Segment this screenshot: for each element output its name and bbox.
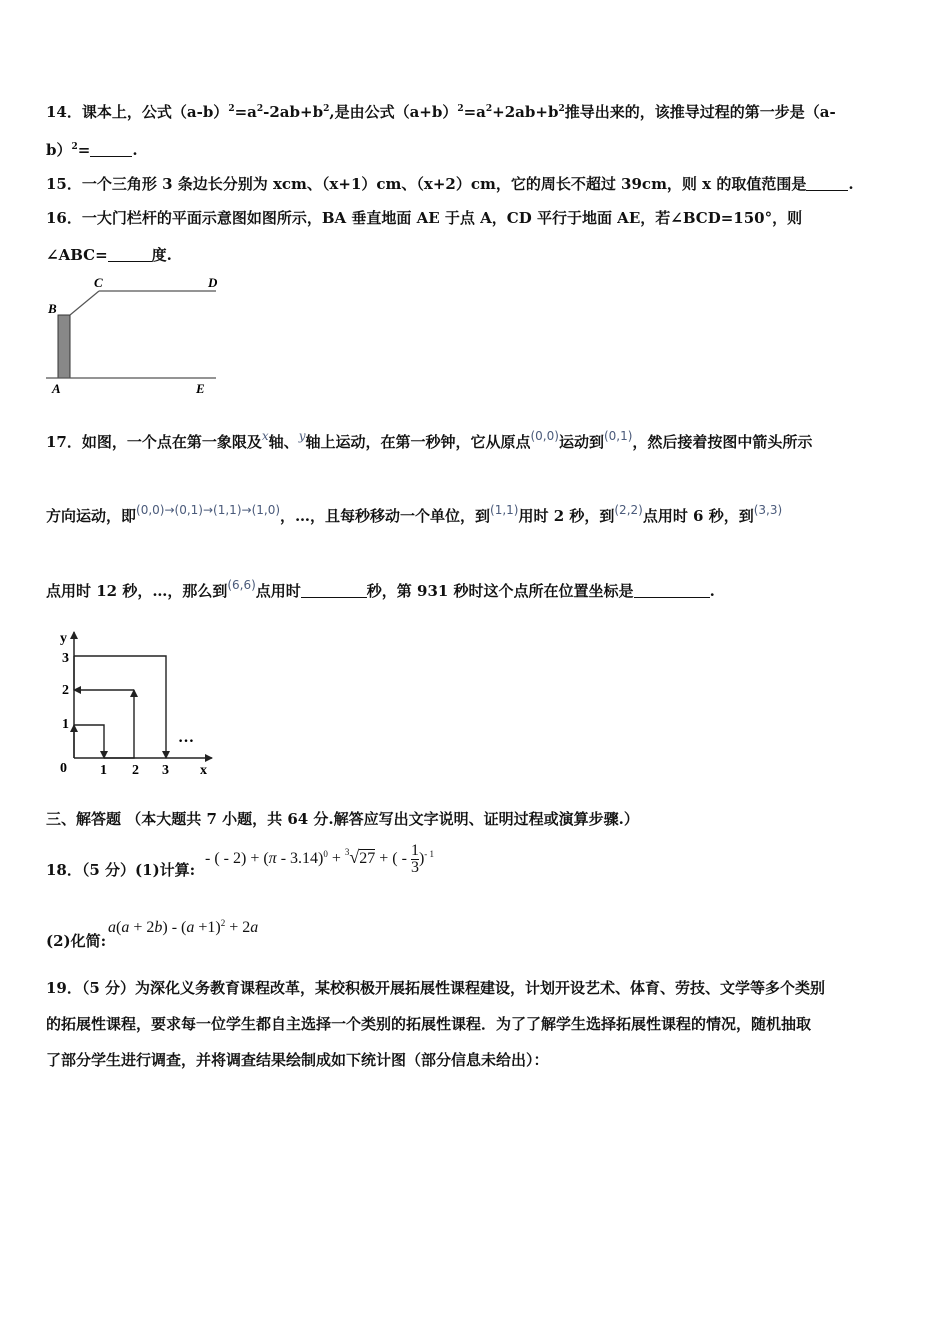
q17-line1: 17．如图，一个点在第一象限及$^x$轴、$^y$轴上运动，在第一秒钟，它从原点$^{(0,0)}$运动到$^{(0,1)}$，然后接着按图中箭头所示 bbox=[46, 429, 813, 451]
q18-expression2: $a(a + 2b) - (a +1)^2 + 2a$ bbox=[108, 918, 259, 936]
gate-railing-figure bbox=[44, 272, 224, 396]
answer-blank[interactable] bbox=[806, 176, 848, 191]
label-c: C bbox=[94, 275, 103, 290]
q17-line3: 点用时 12 秒，…，那么到$^{(6,6)}$点用时 秒，第 931 秒时这个点所在位置坐标是 . bbox=[46, 578, 715, 600]
tick-y1: 1 bbox=[62, 717, 69, 732]
q16-line1: 16．一大门栏杆的平面示意图如图所示，BA 垂直地面 AE 于点 A，CD 平行于地面 AE，若∠BCD=150°，则 bbox=[46, 209, 803, 227]
path-step5 bbox=[74, 656, 166, 758]
label-origin: 0 bbox=[60, 761, 67, 776]
post-ba bbox=[58, 315, 70, 378]
section-heading: 三、解答题 （本大题共 7 小题，共 64 分.解答应写出文字说明、证明过程或演算步骤.） bbox=[46, 810, 639, 828]
q14-line2: b）$^2$= . bbox=[46, 141, 138, 159]
answer-blank[interactable] bbox=[108, 247, 152, 262]
q19-line3: 了部分学生进行调查，并将调查结果绘制成如下统计图（部分信息未给出）： bbox=[46, 1051, 549, 1069]
label-b: B bbox=[48, 301, 57, 316]
path-step3 bbox=[104, 690, 134, 758]
tick-y3: 3 bbox=[62, 651, 69, 666]
q14-line1: 14．课本上，公式$(a-b)^2=a^2-2ab+b^2$,是由公式$(a+b)^2=a^2+2ab+b^2$推导出来的，该推导过程的第一步是（a- bbox=[46, 103, 836, 121]
label-a: A bbox=[52, 381, 61, 396]
tick-x2: 2 bbox=[132, 763, 139, 778]
tick-x1: 1 bbox=[100, 763, 107, 778]
tick-y2: 2 bbox=[62, 683, 69, 698]
ellipsis: … bbox=[178, 729, 194, 746]
label-x: x bbox=[200, 763, 207, 778]
q19-line2: 的拓展性课程，要求每一位学生都自主选择一个类别的拓展性课程．为了了解学生选择拓展性课程的情况，随机抽取 bbox=[46, 1015, 812, 1033]
path-step2 bbox=[74, 725, 104, 758]
answer-blank[interactable] bbox=[634, 583, 710, 598]
answer-blank[interactable] bbox=[301, 583, 367, 598]
q18-expression1: - ( - 2) + (π - 3.14)$^0$ + $^3$√27 + ( - $\frac{1}{3}$ )$^{- 1}$ bbox=[205, 842, 435, 876]
label-d: D bbox=[208, 275, 218, 290]
movement-path-figure bbox=[54, 628, 224, 778]
tick-x3: 3 bbox=[162, 763, 169, 778]
segment-bc bbox=[70, 291, 99, 315]
q17-line2: 方向运动，即$^{(0,0)\to(0,1)\to(1,1)\to(1,0)}$，…，且每秒移动一个单位，到$^{(1,1)}$用时 2 秒，到$^{(2,2)}$点用时 6 秒，到$^{(3,3)}$ bbox=[46, 503, 783, 525]
q15-line: 15．一个三角形 3 条边长分别为 xcm、（x+1）cm、（x+2）cm，它的周长不超过 39cm，则 x 的取值范围是 . bbox=[46, 175, 854, 193]
q19-line1: 19．（5 分）为深化义务教育课程改革，某校积极开展拓展性课程建设，计划开设艺术、体育、劳技、文学等多个类别 bbox=[46, 979, 826, 997]
q18-label2: (2)化简: bbox=[46, 932, 107, 950]
q16-line2: ∠ABC= 度. bbox=[46, 246, 172, 264]
label-e: E bbox=[196, 381, 205, 396]
answer-blank[interactable] bbox=[90, 142, 132, 157]
q18-label1: 18．（5 分）(1)计算: bbox=[46, 861, 196, 879]
label-y: y bbox=[60, 631, 67, 646]
